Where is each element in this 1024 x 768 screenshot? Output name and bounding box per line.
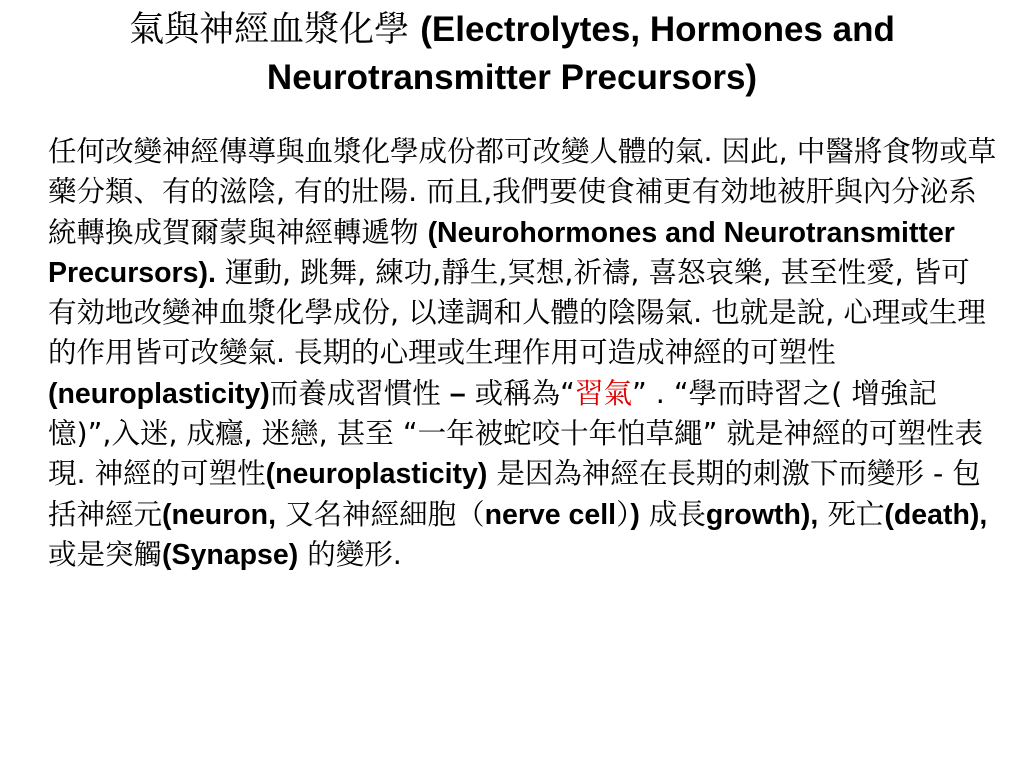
body-text-run: (neuron, [162, 498, 277, 531]
body-text-run: (death), [884, 498, 988, 531]
highlight-term: 習氣 [574, 376, 632, 410]
body-text-run: 或是突觸 [48, 537, 163, 571]
body-text-run: 任何改變神經傳導與血漿化學成份都可改變人體的氣. 因此, 中醫將食物或草藥分類、有的滋陰, 有的壯陽. 而且,我們要使食補更有効地被肝與內分泌系統轉換成賀爾蒙與神經轉遞物 [48, 135, 997, 249]
body-text-run: growth), [705, 498, 819, 531]
slide-title-english: (Electrolytes, Hormones and Neurotransmitter Precursors) [266, 10, 895, 97]
body-text-run: 成長 [639, 497, 706, 531]
body-text-run: 死亡 [818, 497, 885, 531]
body-text-run: 而養成習慣性 [269, 376, 450, 410]
body-text-run: (Synapse) [162, 538, 299, 571]
body-text-run: (Neurohormones and Neurotransmitter Precursors). [48, 216, 955, 289]
body-text-run: 運動, 跳舞, 練功,靜生,冥想,祈禱, 喜怒哀樂, 甚至性愛, 皆可有効地改變神血漿化學成份, 以達調和人體的陰陽氣. 也就是說, 心理或生理的作用皆可改變氣. 長期的心理或生理作用可造成神經的可塑性 [48, 255, 986, 370]
body-text-run: 又名神經細胞（ [276, 497, 485, 531]
body-text-run: 是因為神經在長期的刺激下而變形 - 包括神經元 [48, 457, 981, 531]
body-text-run: ） [616, 497, 631, 531]
body-text-run: 或稱為“ [465, 376, 575, 410]
slide-body-paragraph [48, 132, 998, 575]
slide-title [40, 6, 984, 102]
slide-title-chinese: 氣與神經血漿化學 [129, 10, 421, 50]
body-text-run: ) [630, 498, 640, 531]
body-text-run: ” . “學而時習之( 增強記憶)”,入迷, 成癮, 迷戀, 甚至 “一年被蛇咬十年怕草繩” 就是神經的可塑性表現. 神經的可塑性 [48, 376, 983, 491]
body-text-run: 的變形. [298, 537, 402, 571]
body-text-run: nerve cell [484, 498, 617, 531]
body-text-run: (neuroplasticity) [265, 458, 488, 491]
body-text-run: (neuroplasticity) [48, 377, 270, 410]
body-text-run: – [449, 377, 466, 410]
